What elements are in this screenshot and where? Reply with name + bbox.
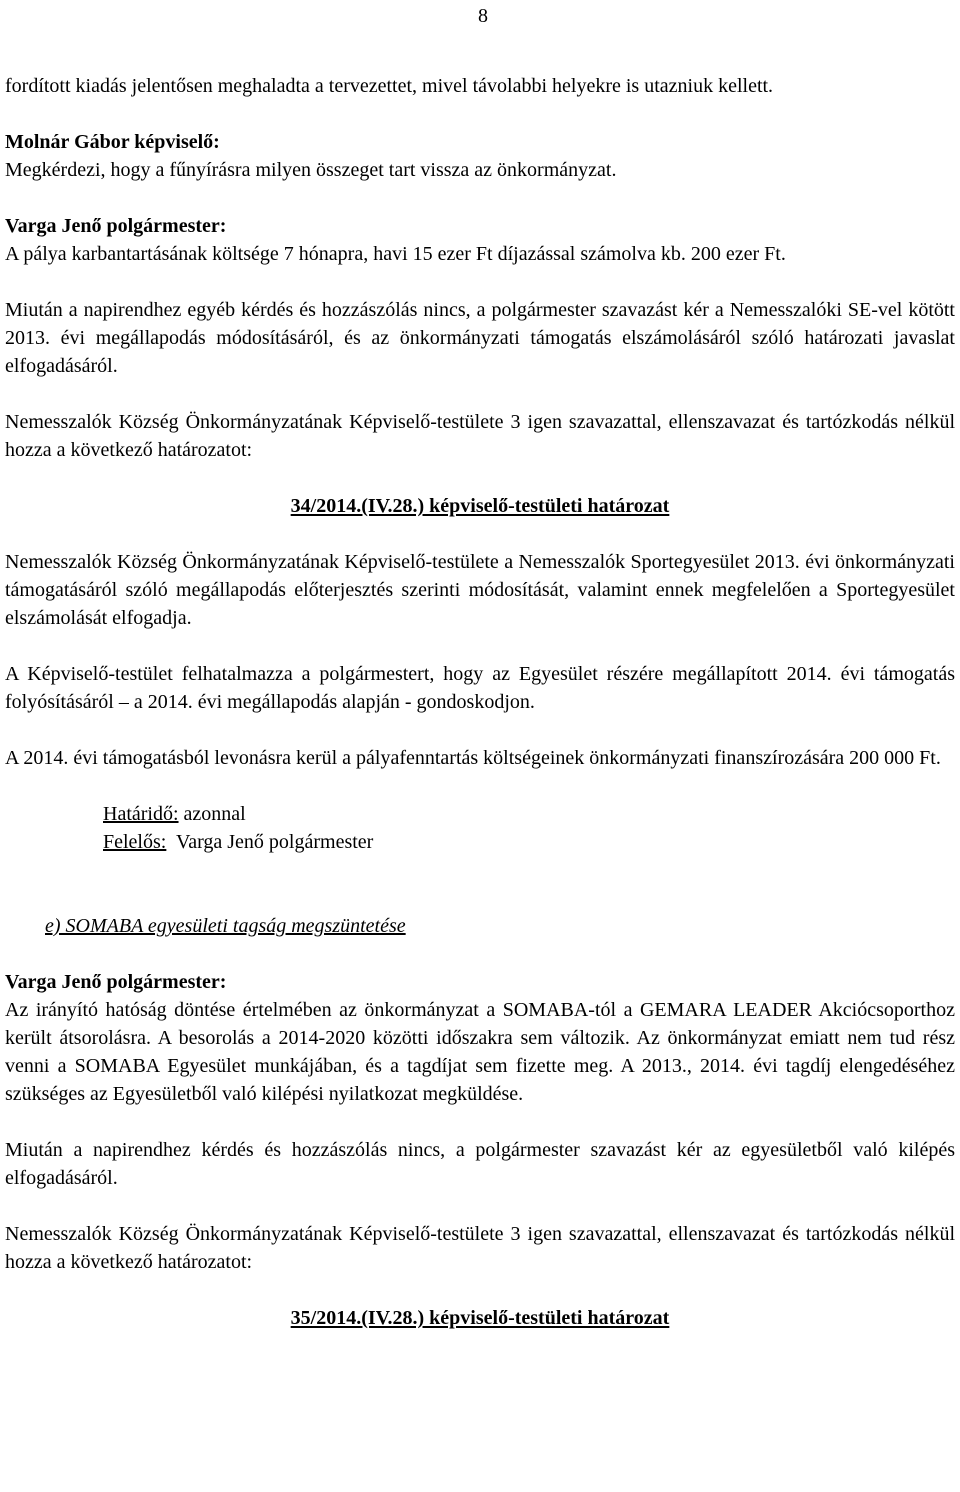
paragraph-vote-result-1: Nemesszalók Község Önkormányzatának Képviselő-testülete 3 igen szavazattal, ellenszavazat és tartózkodás nélkül hozza a következő határozatot: [5,411,955,461]
paragraph-vote-request-1: Miután a napirendhez egyéb kérdés és hozzászólás nincs, a polgármester szavazást kér a Nemesszalóki SE-vel kötött 2013. évi megállapodás módosításáról, és az önkormányzati támogatás elszámolásáról szóló határozati javaslat elfogadásáról. [5,299,955,377]
resolution-title-35: 35/2014.(IV.28.) képviselő-testületi határozat [290,1307,670,1329]
responsible-line [103,828,955,856]
document-body [5,72,955,1332]
speaker-varga-2: Varga Jenő polgármester: [5,971,227,993]
paragraph-answer: A pálya karbantartásának költsége 7 hónapra, havi 15 ezer Ft díjazással számolva kb. 200 ezer Ft. [5,243,786,265]
responsible-label: Felelős: [103,831,167,853]
paragraph-somaba: Az irányító hatóság döntése értelmében az önkormányzat a SOMABA-tól a GEMARA LEADER Akciócsoporthoz került átsorolásra. A besorolás a 2014-2020 közötti időszakra sem változik. Az önkormányzat emiatt nem tud rész venni a SOMABA Egyesület munkájában, és a tagdíjat sem fizette meg. A 2013., 2014. évi tagdíj elengedéséhez szükséges az Egyesületből való kilépési nyilatkozat megküldése. [5,999,955,1105]
resolution-title-34: 34/2014.(IV.28.) képviselő-testületi határozat [290,495,670,517]
deadline-block [5,800,955,856]
paragraph-resolution-body-3: A 2014. évi támogatásból levonásra kerül a pályafenntartás költségeinek önkormányzati finanszírozására 200 000 Ft. [5,747,941,769]
paragraph-vote-request-2: Miután a napirendhez kérdés és hozzászólás nincs, a polgármester szavazást kér az egyesületből való kilépés elfogadásáról. [5,1139,955,1189]
deadline-line [103,800,955,828]
paragraph-resolution-body-1: Nemesszalók Község Önkormányzatának Képviselő-testülete a Nemesszalók Sportegyesület 2013. évi önkormányzati támogatásáról szóló megállapodás előterjesztés szerinti módosítását, valamint ennek megfelelően a Sportegyesület elszámolását elfogadja. [5,551,955,629]
page-number [5,2,955,30]
speaker-varga-1: Varga Jenő polgármester: [5,215,227,237]
paragraph-continued: fordított kiadás jelentősen meghaladta a tervezettet, mivel távolabbi helyekre is utazniuk kellett. [5,75,774,97]
deadline-label: Határidő: [103,803,179,825]
deadline-value: azonnal [178,803,246,825]
section-title-e: e) SOMABA egyesületi tagság megszüntetése [45,915,406,937]
paragraph-question: Megkérdezi, hogy a fűnyírásra milyen összeget tart vissza az önkormányzat. [5,159,617,181]
responsible-value: Varga Jenő polgármester [166,831,374,853]
paragraph-vote-result-2: Nemesszalók Község Önkormányzatának Képviselő-testülete 3 igen szavazattal, ellenszavazat és tartózkodás nélkül hozza a következő határozatot: [5,1223,955,1273]
page-number-text: 8 [478,5,488,27]
speaker-molnar: Molnár Gábor képviselő: [5,131,220,153]
paragraph-resolution-body-2: A Képviselő-testület felhatalmazza a polgármestert, hogy az Egyesület részére megállapított 2014. évi támogatás folyósításáról – a 2014. évi megállapodás alapján - gondoskodjon. [5,663,955,713]
